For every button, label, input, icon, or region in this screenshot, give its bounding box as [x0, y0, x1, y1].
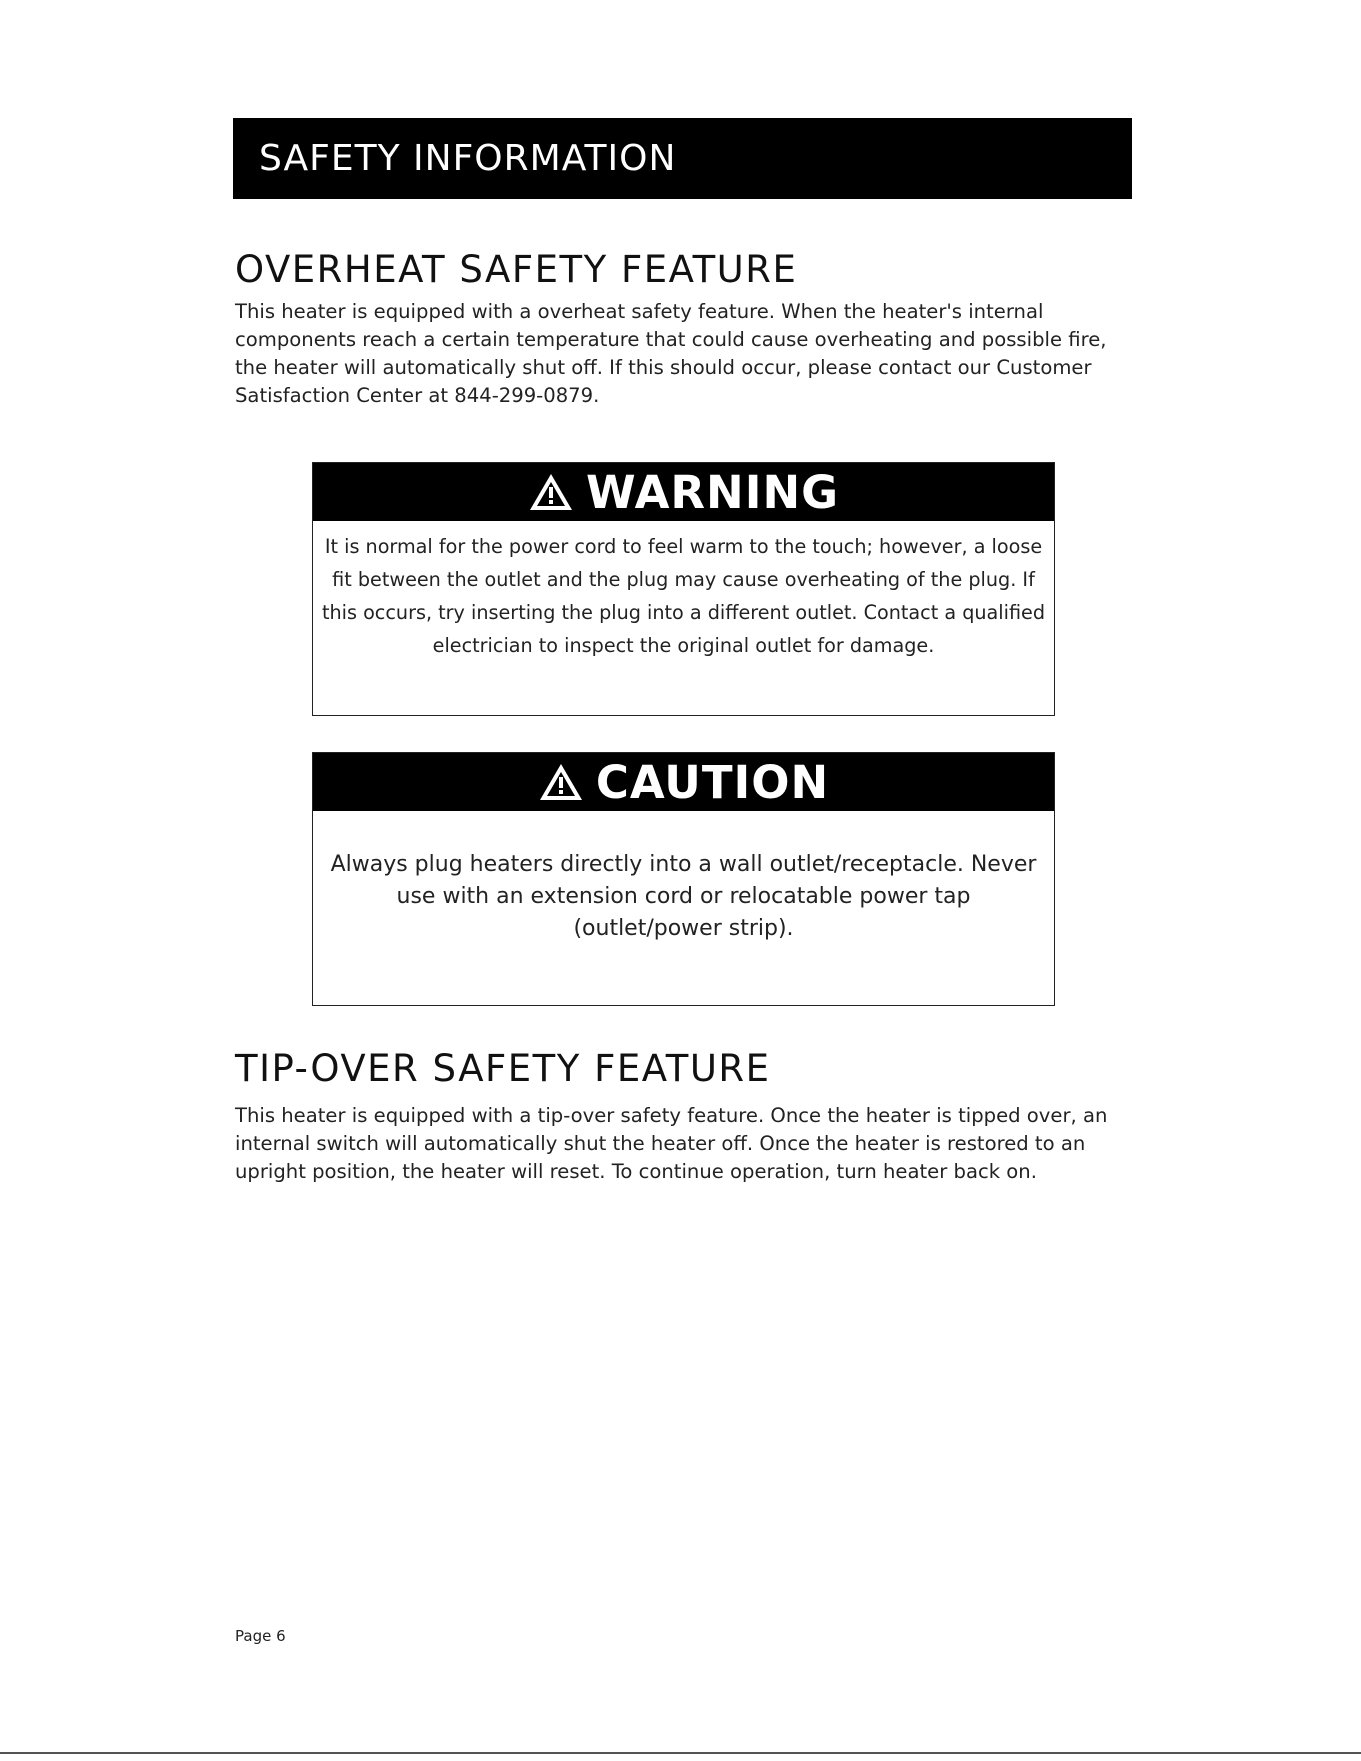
caution-label: CAUTION [595, 755, 830, 809]
warning-header [313, 463, 1054, 521]
page-number: Page 6 [235, 1627, 286, 1645]
caution-header [313, 753, 1054, 811]
warning-label: WARNING [585, 465, 840, 519]
overheat-body-text: This heater is equipped with a overheat safety feature. When the heater's internal components reach a certain temperature that could cause overheating and possible fire, the heater will automatically shut off. If this should occur, please contact our Customer Satisfaction Center at 844-299-0879. [235, 300, 1107, 407]
overheat-heading: OVERHEAT SAFETY FEATURE [235, 248, 798, 291]
caution-box [312, 752, 1055, 1006]
page-bottom-rule [0, 1752, 1361, 1754]
caution-triangle-icon [538, 762, 584, 802]
section-banner [233, 118, 1132, 199]
warning-triangle-icon [528, 472, 574, 512]
caution-text: Always plug heaters directly into a wall outlet/receptacle. Never use with an extension cord or relocatable power tap (outlet/power strip). [330, 852, 1037, 941]
tipover-body-text: This heater is equipped with a tip-over safety feature. Once the heater is tipped over, an internal switch will automatically shut the heater off. Once the heater is restored to an upright position, the heater will reset. To continue operation, turn heater back on. [235, 1104, 1108, 1183]
tipover-heading: TIP-OVER SAFETY FEATURE [235, 1047, 771, 1090]
warning-text: It is normal for the power cord to feel warm to the touch; however, a loose fit between the outlet and the plug may cause overheating of the plug. If this occurs, try inserting the plug into a different outlet. Contact a qualified electrician to inspect the original outlet for damage. [321, 535, 1046, 657]
warning-box [312, 462, 1055, 716]
banner-title: SAFETY INFORMATION [259, 138, 677, 179]
